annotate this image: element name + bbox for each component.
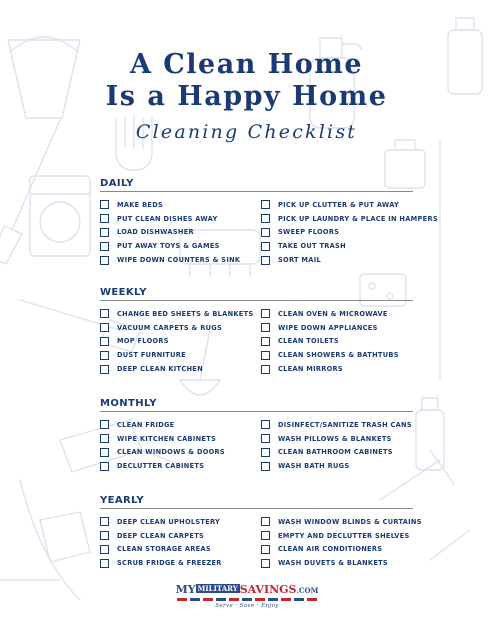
item-label: CLEAN MIRRORS: [278, 365, 343, 374]
checkbox[interactable]: [100, 545, 109, 554]
checklist-item: [100, 459, 225, 473]
item-label: WASH BATH RUGS: [278, 462, 350, 471]
item-label: DEEP CLEAN UPHOLSTERY: [117, 517, 221, 526]
checklist-item: [261, 556, 422, 570]
checkbox[interactable]: [261, 365, 270, 374]
checkbox[interactable]: [100, 420, 109, 429]
checkbox[interactable]: [100, 434, 109, 443]
item-label: EMPTY AND DECLUTTER SHELVES: [278, 531, 410, 540]
checklist-item: [261, 418, 412, 432]
checkbox[interactable]: [100, 559, 109, 568]
checklist-item: [100, 226, 240, 240]
checklist-item: [100, 543, 222, 557]
checkbox[interactable]: [100, 448, 109, 457]
item-label: SORT MAIL: [278, 256, 321, 265]
checklist-item: [100, 515, 222, 529]
item-label: WIPE KITCHEN CABINETS: [117, 434, 217, 443]
checklist-item: [100, 446, 225, 460]
checkbox[interactable]: [100, 309, 109, 318]
checklist-item: [100, 239, 240, 253]
checklist-item: [261, 543, 422, 557]
logo-wordmark: [172, 583, 322, 597]
checkbox[interactable]: [100, 337, 109, 346]
item-label: WASH WINDOW BLINDS & CURTAINS: [278, 517, 422, 526]
item-label: MAKE BEDS: [117, 200, 164, 209]
logo-com: .COM: [296, 586, 319, 595]
checkbox[interactable]: [261, 420, 270, 429]
checklist-item: [100, 556, 222, 570]
checkbox[interactable]: [261, 228, 270, 237]
title-line-2: Is a Happy Home: [105, 81, 388, 112]
checkbox[interactable]: [100, 256, 109, 265]
checkbox[interactable]: [261, 351, 270, 360]
checklist-item: [261, 348, 399, 362]
checkbox[interactable]: [261, 434, 270, 443]
item-label: CLEAN WINDOWS & DOORS: [117, 448, 225, 457]
checklist-item: [261, 529, 422, 543]
checkbox[interactable]: [261, 545, 270, 554]
checkbox[interactable]: [261, 256, 270, 265]
item-label: CHANGE BED SHEETS & BLANKETS: [117, 309, 254, 318]
checklist-item: [100, 253, 240, 267]
checklist-item: [100, 529, 222, 543]
checkbox[interactable]: [261, 337, 270, 346]
checkbox[interactable]: [261, 200, 270, 209]
logo-military: MILITARY: [197, 584, 238, 593]
item-label: PUT AWAY TOYS & GAMES: [117, 242, 220, 251]
item-label: WIPE DOWN COUNTERS & SINK: [117, 256, 241, 265]
checkbox[interactable]: [261, 323, 270, 332]
item-label: DEEP CLEAN KITCHEN: [117, 365, 203, 374]
checkbox[interactable]: [100, 228, 109, 237]
checklist-item: [261, 226, 438, 240]
checklist-item: [100, 348, 253, 362]
checklist-item: [100, 418, 225, 432]
item-label: PICK UP CLUTTER & PUT AWAY: [278, 200, 400, 209]
item-label: CLEAN TOILETS: [278, 337, 339, 346]
checklist-item: [261, 515, 422, 529]
item-label: WASH PILLOWS & BLANKETS: [278, 434, 392, 443]
item-label: DUST FURNITURE: [117, 351, 186, 360]
checklist-item: [261, 198, 438, 212]
divider: [100, 411, 413, 412]
daily-section: [100, 177, 438, 265]
title-line-1: A Clean Home: [129, 49, 364, 80]
checklist-item: [261, 362, 399, 376]
checklist-item: [100, 307, 253, 321]
checkbox[interactable]: [261, 448, 270, 457]
checklist-item: [100, 321, 253, 335]
checklist-item: [100, 198, 240, 212]
item-label: VACUUM CARPETS & RUGS: [117, 323, 222, 332]
logo-savings: SAVINGS: [239, 583, 297, 596]
divider: [100, 191, 413, 192]
checklist-item: [261, 432, 412, 446]
section-title: MONTHLY: [100, 398, 157, 409]
divider: [100, 508, 413, 509]
item-label: LOAD DISHWASHER: [117, 228, 194, 237]
item-label: TAKE OUT TRASH: [278, 242, 346, 251]
section-title: YEARLY: [100, 495, 144, 506]
washing-machine-icon: [30, 176, 90, 256]
item-label: CLEAN SHOWERS & BATHTUBS: [278, 351, 399, 360]
bottle-icon: [416, 398, 444, 470]
checklist-item: [100, 335, 253, 349]
item-label: DEEP CLEAN CARPETS: [117, 531, 205, 540]
item-label: SCRUB FRIDGE & FREEZER: [117, 559, 222, 568]
checkbox[interactable]: [100, 517, 109, 526]
checkbox[interactable]: [261, 559, 270, 568]
item-label: WIPE DOWN APPLIANCES: [278, 323, 378, 332]
checklist-item: [261, 253, 438, 267]
subtitle: Cleaning Checklist: [135, 121, 358, 143]
mymilitarysavings-logo[interactable]: [172, 583, 322, 613]
item-label: CLEAN BATHROOM CABINETS: [278, 448, 393, 457]
checkbox[interactable]: [100, 214, 109, 223]
checkbox[interactable]: [261, 214, 270, 223]
checkbox[interactable]: [100, 531, 109, 540]
logo-tagline: Serve · Save · Enjoy: [215, 603, 279, 609]
checklist-item: [261, 307, 399, 321]
checklist-item: [100, 432, 225, 446]
item-label: CLEAN STORAGE AREAS: [117, 545, 211, 554]
item-label: PICK UP LAUNDRY & PLACE IN HAMPERS: [278, 214, 438, 223]
checklist-item: [261, 212, 438, 226]
item-label: SWEEP FLOORS: [278, 228, 340, 237]
weekly-section: [100, 286, 413, 374]
logo-my: MY: [175, 583, 196, 596]
item-label: DISINFECT/SANITIZE TRASH CANS: [278, 420, 412, 429]
checkbox[interactable]: [261, 309, 270, 318]
checklist-item: [100, 212, 240, 226]
checkbox[interactable]: [261, 517, 270, 526]
item-label: CLEAN OVEN & MICROWAVE: [278, 309, 388, 318]
checkbox[interactable]: [100, 351, 109, 360]
checkbox[interactable]: [261, 462, 270, 471]
item-label: DECLUTTER CABINETS: [117, 462, 205, 471]
section-title: WEEKLY: [100, 287, 147, 298]
checklist-item: [261, 446, 412, 460]
divider: [100, 300, 413, 301]
toilet-brush-icon: [20, 480, 90, 600]
checkbox[interactable]: [261, 242, 270, 251]
item-label: PUT CLEAN DISHES AWAY: [117, 214, 218, 223]
checklist-item: [261, 321, 399, 335]
checklist-item: [261, 239, 438, 253]
item-label: WASH DUVETS & BLANKETS: [278, 559, 388, 568]
item-label: MOP FLOORS: [117, 337, 169, 346]
checklist-item: [261, 459, 412, 473]
checklist-item: [261, 335, 399, 349]
monthly-section: [100, 397, 413, 471]
checkbox[interactable]: [100, 242, 109, 251]
item-label: CLEAN AIR CONDITIONERS: [278, 545, 383, 554]
section-title: DAILY: [100, 178, 134, 189]
flag-stripe: [177, 598, 317, 601]
yearly-section: [100, 494, 422, 568]
checkbox[interactable]: [100, 323, 109, 332]
checkbox[interactable]: [100, 200, 109, 209]
checkbox[interactable]: [100, 462, 109, 471]
checkbox[interactable]: [100, 365, 109, 374]
checkbox[interactable]: [261, 531, 270, 540]
item-label: CLEAN FRIDGE: [117, 420, 175, 429]
checklist-item: [100, 362, 253, 376]
